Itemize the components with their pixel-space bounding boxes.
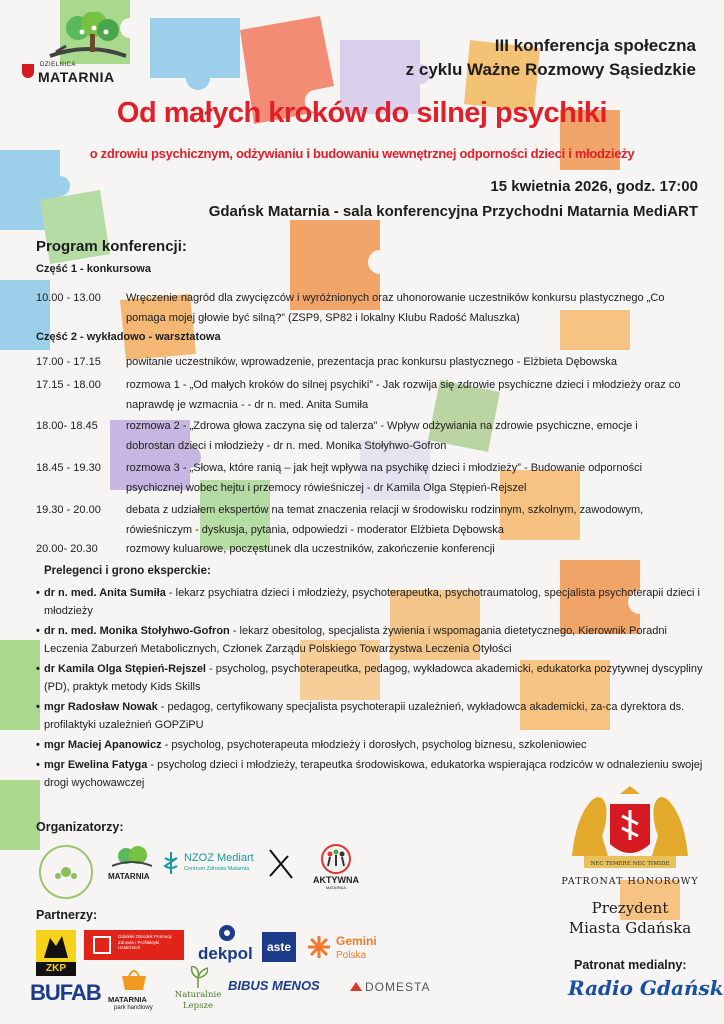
griffin-icon — [36, 930, 76, 962]
nzoz-label: NZOZ Mediart — [184, 852, 254, 864]
people-icon — [316, 844, 356, 874]
row-desc: rozmowa 1 - „Od małych kroków do silnej psychiki” - Jak rozwija się zdrowie psychiczne dzieci i młodzieży oraz co naprawdę je wzmacnia - - dr n. med. Anita Sumiła — [126, 379, 681, 411]
page-subtitle: o zdrowiu psychicznym, odżywianiu i budowaniu wewnętrznej odporności dzieci i młodzieży — [89, 146, 635, 161]
speakers-list — [36, 584, 708, 794]
bibus-logo: BIBUS MENOS — [228, 978, 320, 993]
leaf-icon — [188, 966, 208, 988]
zkp-label: ZKP — [36, 962, 76, 976]
aste-logo: aste — [262, 932, 296, 962]
matarnia-park-sub-label: park handlowy — [114, 1005, 153, 1011]
aktywna-label: AKTYWNA — [313, 875, 359, 885]
radio-gdansk-logo: Radio Gdańsk — [568, 976, 724, 1000]
speaker-name: mgr Radosław Nowak — [44, 701, 158, 713]
osrodek-label: Gdański Ośrodek Promocji Zdrowia i Profilaktyki Uzależnień — [118, 934, 172, 950]
part-1-heading: Część 1 - konkursowa — [36, 263, 151, 275]
osrodek-logo — [84, 930, 184, 960]
program-row — [36, 288, 686, 328]
conference-line-1: III konferencja społeczna — [494, 36, 696, 55]
row-time: 18.00- 18.45 — [36, 420, 98, 432]
nzoz-logo — [162, 850, 262, 880]
speaker-desc: - lekarz psychiatra dzieci i młodzieży, psychoterapeutka, psychotraumatolog, specjalista psychoterapii dzieci i młodzieży — [44, 587, 700, 617]
speaker-desc: - psycholog dzieci i młodzieży, terapeutka środowiskowa, edukatorka wspierająca rodziców w odnalezieniu swojej drogi wychowawczej — [44, 759, 703, 789]
row-time: 20.00- 20.30 — [36, 543, 98, 555]
speaker-item — [36, 622, 708, 658]
program-row — [36, 375, 686, 415]
matarnia-organizer-logo — [104, 846, 156, 886]
matarnia-organizer-label: MATARNIA — [108, 872, 150, 881]
zkp-logo — [36, 930, 76, 976]
domesta-label: DOMESTA — [365, 980, 431, 994]
speaker-desc: - psycholog, psychoterapeuta młodzieży i dorosłych, psycholog biznesu, szkoleniowiec — [161, 739, 587, 751]
tree-icon — [48, 12, 128, 60]
speaker-name: dr Kamila Olga Stępień-Rejszel — [44, 663, 206, 675]
dekpol-mark-icon — [218, 924, 236, 942]
row-desc: debata z udziałem ekspertów na temat znaczenia relacji w środowisku rodzinnym, szkolnym, zawodowym, rówieśniczym - dyskusja, pytania, odpowiedzi - moderator Elżbieta Dębowska — [126, 504, 644, 536]
speaker-item — [36, 660, 708, 696]
shopping-icon — [120, 968, 148, 992]
naturalnie-label: Naturalnie — [174, 990, 222, 1000]
row-desc: rozmowy kuluarowe, poczęstunek dla uczestników, zakończenie konferencji — [126, 543, 495, 555]
naturalnie-logo — [172, 966, 224, 1016]
gemini-logo — [306, 932, 376, 966]
speaker-item — [36, 584, 708, 620]
row-desc: powitanie uczestników, wprowadzenie, prezentacja prac konkursu plastycznego - Elżbieta Dębowska — [126, 356, 617, 368]
speaker-desc: - psycholog, psychoterapeutka, pedagog, wykładowca akademicki, edukatorka pozytywnej dyscypliny (PD), praktyk metody Kids Skills — [44, 663, 703, 693]
bufab-logo: BUFAB — [30, 980, 101, 1005]
program-row — [36, 500, 686, 540]
puzzle-piece — [0, 640, 40, 730]
organizers-heading: Organizatorzy: — [36, 820, 124, 834]
bird-logo-icon — [266, 848, 296, 882]
row-time: 17.15 - 18.00 — [36, 379, 101, 391]
speaker-name: mgr Maciej Apanowicz — [44, 739, 162, 751]
nzoz-sub-label: Centrum Zdrowia Matarnia — [184, 866, 250, 872]
gdansk-crest-icon — [22, 64, 34, 78]
event-place: Gdańsk Matarnia - sala konferencyjna Przychodni Matarnia MediART — [208, 203, 698, 220]
media-patronage-heading: Patronat medialny: — [574, 958, 687, 972]
logo-district-label: DZIELNICA — [40, 62, 76, 68]
row-desc: rozmowa 2 - „Zdrowa głowa zaczyna się od talerza” - Wpływ odżywiania na zdrowie psychiczne, emocje i dobrostan dzieci i młodzieży - dr n. med. Monika Stołyhwo-Gofron — [126, 420, 638, 452]
gemini-label: Gemini — [336, 934, 377, 948]
naturalnie-sub-label: Lepsze — [183, 1001, 213, 1011]
row-desc: rozmowa 3 - „Słowa, które ranią – jak hejt wpływa na psychikę dzieci i młodzieży” - Budowanie odporności psychicznej wobec hejtu i przemocy rówieśniczej - dr Kamila Olga Stępień-Rejszel — [126, 462, 643, 494]
honorary-city: Miasta Gdańska — [568, 919, 692, 937]
crest-icon — [92, 935, 112, 955]
motto-text: NEC TEMERE NEC TIMIDE — [590, 861, 670, 867]
program-row — [36, 416, 686, 456]
gdansk-coat-of-arms-icon — [564, 786, 696, 870]
matarnia-logo — [18, 12, 130, 85]
honorary-heading: PATRONAT HONOROWY — [561, 876, 699, 887]
speaker-name: mgr Ewelina Fatyga — [44, 759, 148, 771]
domesta-logo — [350, 980, 430, 994]
matarnia-park-label: MATARNIA — [108, 995, 147, 1004]
speaker-desc: - pedagog, certyfikowany specjalista psychoterapii uzależnień, wykładowca akademicki, za-ca dyrektora ds. profilaktyki uzależnień GOPZiPU — [44, 701, 685, 731]
part-2-heading: Część 2 - wykładowo - warsztatowa — [36, 331, 221, 343]
row-time: 10.00 - 13.00 — [36, 292, 101, 304]
event-date: 15 kwietnia 2026, godz. 17:00 — [490, 178, 698, 195]
speaker-desc: - lekarz obesitolog, specjalista żywienia i wspomagania dietetycznego, Kierownik Poradni Leczenia Zaburzeń Metabolicznych, Członek Zarządu Polskiego Towarzystwa Leczenia Otyłości — [44, 625, 667, 655]
domesta-roof-icon — [350, 982, 362, 991]
honorary-president: Prezydent — [591, 899, 669, 917]
row-time: 19.30 - 20.00 — [36, 504, 101, 516]
logo-district-name: MATARNIA — [38, 69, 115, 85]
page-title: Od małych kroków do silnej psychiki — [116, 97, 608, 129]
row-time: 18.45 - 19.30 — [36, 462, 101, 474]
medical-snake-icon — [162, 852, 180, 874]
speaker-item — [36, 736, 708, 754]
honorary-patronage — [560, 876, 700, 937]
tree-icon — [112, 846, 152, 868]
speakers-heading: Prelegenci i grono eksperckie: — [44, 565, 211, 577]
speaker-name: dr n. med. Anita Sumiła — [44, 587, 166, 599]
speaker-name: dr n. med. Monika Stołyhwo-Gofron — [44, 625, 230, 637]
program-row — [36, 458, 686, 498]
aktywna-logo — [304, 844, 368, 892]
fundacja-logo — [34, 840, 98, 904]
dekpol-logo — [198, 924, 258, 970]
dekpol-label: dekpol — [198, 944, 253, 963]
program-row — [36, 539, 686, 559]
aktywna-sub-label: MATARNIA — [325, 885, 347, 890]
row-time: 17.00 - 17.15 — [36, 356, 101, 368]
partners-heading: Partnerzy: — [36, 908, 98, 922]
program-row — [36, 352, 686, 372]
matarnia-park-logo — [106, 968, 162, 1016]
speaker-item — [36, 698, 708, 734]
gemini-sub-label: Polska — [336, 950, 367, 961]
puzzle-piece — [150, 18, 240, 90]
program-heading: Program konferencji: — [36, 238, 187, 255]
gemini-mark-icon — [306, 934, 332, 960]
row-desc: Wręczenie nagród dla zwycięzców i wyróżnionych oraz uhonorowanie uczestników konkursu plastycznego „Co pomaga mojej głowie być silną?” (ZSP9, SP82 i lokalny Klubu Radość Maluszka) — [126, 292, 665, 324]
conference-line-2: z cyklu Ważne Rozmowy Sąsiedzkie — [405, 60, 696, 79]
fundacja-ring-icon — [34, 840, 98, 904]
